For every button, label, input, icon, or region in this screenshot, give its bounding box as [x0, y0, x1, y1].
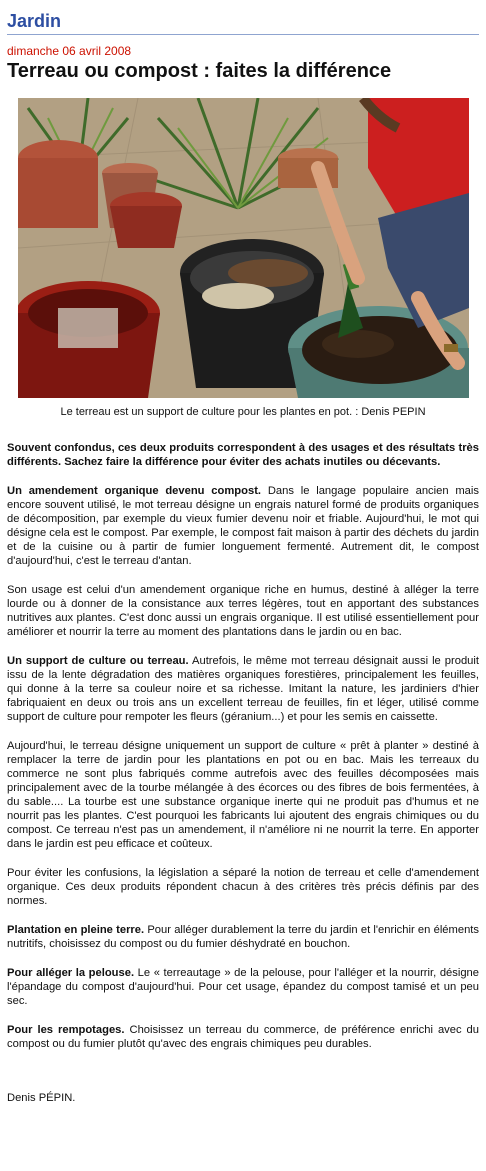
article-lead: Souvent confondus, ces deux produits correspondent à des usages et des résultats très différents. Sachez faire la différence pour éviter des achats inutiles ou décevants. [7, 442, 479, 468]
author-signature: Denis PÉPIN. [7, 1092, 76, 1104]
section-heading[interactable]: Jardin [7, 0, 479, 35]
article-paragraph [7, 654, 479, 724]
paragraph-text: Pour éviter les confusions, la législation a séparé la notion de terreau et celle d'amendement organique. Ces deux produits répondent chacun à des critères très précis définis par des normes. [7, 867, 479, 907]
paragraph-text: Pour alléger durablement la terre du jardin et l'enrichir en éléments nutritifs, choisissez du compost ou du fumier déshydraté en bouchon. [7, 924, 479, 950]
photo-caption: Le terreau est un support de culture pour les plantes en pot. : Denis PEPIN [60, 406, 426, 418]
garden-photo-illustration [18, 98, 469, 398]
publication-date: dimanche 06 avril 2008 [7, 44, 132, 58]
paragraph-subheading: Un amendement organique devenu compost. [7, 485, 262, 497]
article-paragraph [7, 739, 479, 851]
article-photo [18, 98, 469, 398]
paragraph-text: Autrefois, le même mot terreau désignait aussi le produit issu de la lente dégradation des matières organiques forestières, principalement les feuilles, qui donne à la terre sa couleur noire et sa richesse. Imitant la nature, les jardiniers d'hier fabriquaient en deux ou trois ans un excellent terreau de feuilles, fin et léger, utilisé comme support de culture pour rempoter les fleurs (géranium...) et pour les semis en caissette. [7, 655, 479, 723]
article-paragraph [7, 1023, 479, 1051]
article-paragraph [7, 484, 479, 568]
paragraph-text: Le « terreautage » de la pelouse, pour l'alléger et la nourrir, désigne l'épandage du compost d'aujourd'hui. Pour cet usage, épandez du compost tamisé et un peu sec. [7, 967, 480, 1007]
paragraph-text: Son usage est celui d'un amendement organique riche en humus, destiné à alléger la terre lourde ou à donner de la consistance aux terres légères, tout en apportant des substances nutritives aux plantes. C'est donc aussi un engrais organique. Il est utilisé essentiellement pour améliorer et nourrir la terre au moment des plantations dans le jardin ou en bac. [7, 584, 479, 638]
paragraph-subheading: Pour alléger la pelouse. [7, 967, 135, 979]
article-title: Terreau ou compost : faites la différence [7, 60, 392, 82]
article-paragraph [7, 866, 479, 908]
paragraph-text: Choisissez un terreau du commerce, de préférence enrichi avec du compost ou du fumier plutôt qu'avec des engrais chimiques peu durables. [7, 1024, 479, 1050]
paragraph-subheading: Un support de culture ou terreau. [7, 655, 189, 667]
paragraph-text: Dans le langage populaire ancien mais encore souvent utilisé, le mot terreau désigne un engrais naturel formé de produits organiques de décomposition, par exemple du vieux fumier devenu noir et friable. Aujourd'hui, le mot qui désigne cela est le compost. Par exemple, le compost fait maison à partir des déchets du jardin et de la cuisine ou à partir de fumier longuement fermenté. Autrement dit, le compost d'aujourd'hui, c'est le terreau d'antan. [7, 485, 479, 567]
article-paragraph [7, 966, 479, 1008]
paragraph-subheading: Pour les rempotages. [7, 1024, 125, 1036]
paragraph-subheading: Plantation en pleine terre. [7, 924, 145, 936]
article-body [7, 441, 479, 1051]
article-paragraph [7, 583, 479, 639]
article-paragraph [7, 923, 479, 951]
paragraph-text: Aujourd'hui, le terreau désigne uniquement un support de culture « prêt à planter » destiné à remplacer la terre de jardin pour les plantations en pot ou en bac. Mais les terreaux du commerce ne sont plus fabriqués comme autrefois avec des feuilles décomposées mais principalement avec de la tourbe mélangée à des écorces ou des fibres de bois fermentées, à du sable.... La tourbe est une substance organique inerte qui ne produit pas d'humus et ne nourrit pas les plantes. C'est pourquoi les fabricants lui ajoutent des engrais chimiques ou du compost. Ce terreau n'est pas un amendement, il n'améliore ni ne nourrit la terre. En apporter dans le jardin est peu efficace et coûteux. [7, 740, 479, 850]
